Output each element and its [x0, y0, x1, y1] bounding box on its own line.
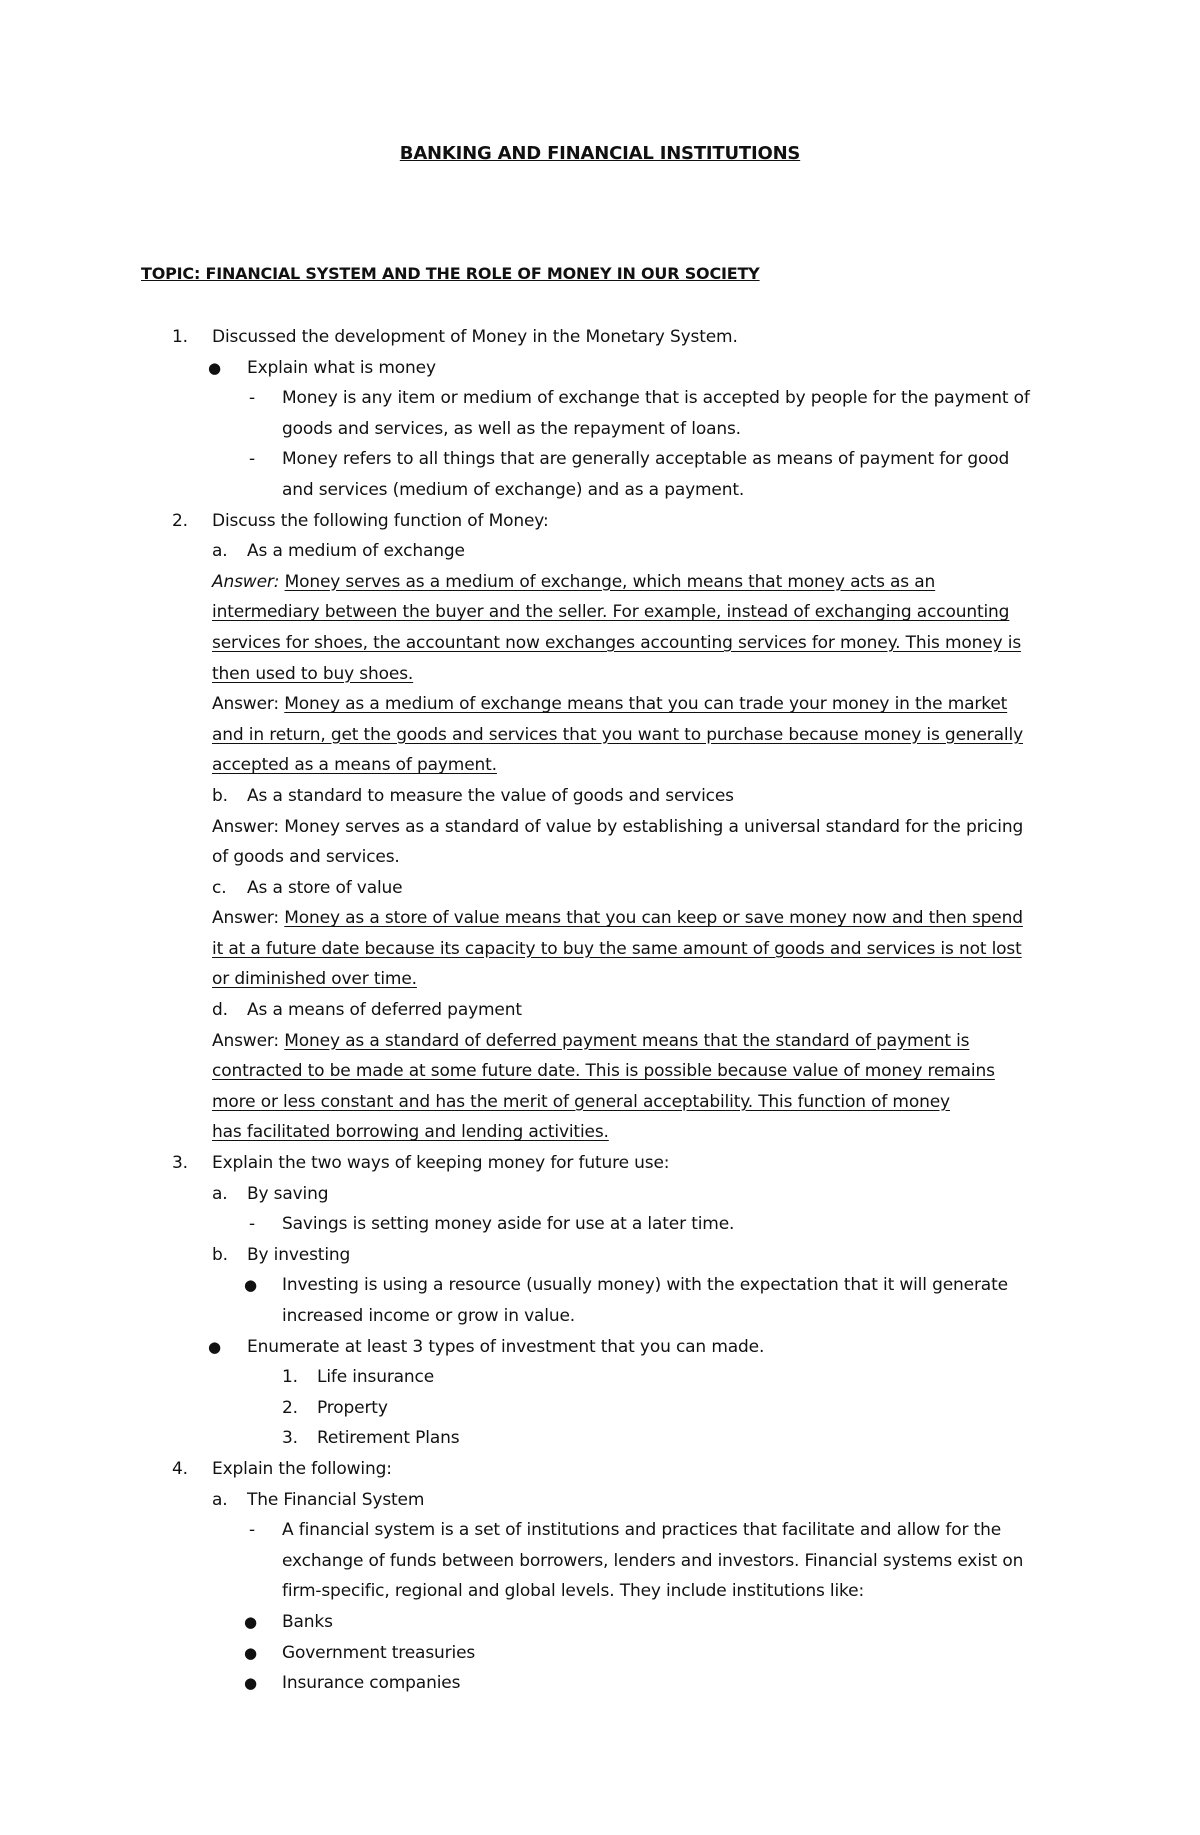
dash-marker: - [249, 1214, 255, 1235]
sub-item-text: The Financial System [247, 1489, 425, 1510]
answer-label: Answer: [212, 694, 279, 715]
sub-item-text: As a store of value [247, 877, 403, 898]
answer-text: Answer: Money serves as a standard of value by establishing a universal standard for the pricing [212, 816, 1024, 837]
answer-text: contracted to be made at some future date. This is possible because value of money remains [212, 1061, 995, 1082]
numbered-item [0, 1362, 1200, 1393]
answer-text: it at a future date because its capacity to buy the same amount of goods and services is not lost [212, 938, 1022, 959]
answer-line [0, 720, 1200, 751]
question-text: Discussed the development of Money in the Monetary System. [212, 327, 738, 347]
answer-line [0, 628, 1200, 659]
answer-line [0, 1117, 1200, 1148]
list-number: 4. [172, 1458, 188, 1479]
bullet-icon: ● [208, 1337, 221, 1356]
answer-line [0, 750, 1200, 781]
answer-text: of goods and services. [212, 847, 400, 868]
question-text: Explain the two ways of keeping money for future use: [212, 1153, 670, 1174]
answer-label: Answer: [212, 1030, 279, 1051]
sub-item-text: By investing [247, 1244, 351, 1265]
answer-text: Money as a store of value means that you can keep or save money now and then spend [284, 908, 1023, 929]
list-number: 1. [282, 1367, 298, 1388]
answer-text: Money serves as a medium of exchange, which means that money acts as an [284, 571, 936, 592]
answer-line [0, 1515, 1200, 1546]
sub-item-c [0, 873, 1200, 904]
list-letter: b. [212, 785, 228, 806]
answer-text: A financial system is a set of institutions and practices that facilitate and allow for the [282, 1520, 1002, 1541]
question-3 [0, 1148, 1200, 1179]
list-item-text: Retirement Plans [317, 1428, 460, 1449]
answer-line [0, 383, 1200, 414]
list-letter: d. [212, 1000, 228, 1021]
answer-text: goods and services, as well as the repayment of loans. [282, 418, 741, 439]
sub-item-text: As a medium of exchange [247, 541, 465, 562]
list-number: 2. [282, 1397, 298, 1418]
dash-marker: - [249, 1520, 255, 1541]
answer-line [0, 1209, 1200, 1240]
answer-line [0, 689, 1200, 720]
list-number: 3. [172, 1153, 188, 1174]
list-item-text: Property [317, 1397, 388, 1418]
answer-text: services for shoes, the accountant now exchanges accounting services for money. This money is [212, 632, 1022, 653]
list-letter: c. [212, 877, 227, 898]
sub-item-b [0, 1240, 1200, 1271]
answer-line [0, 964, 1200, 995]
answer-text: and services (medium of exchange) and as a payment. [282, 479, 745, 500]
answer-text: more or less constant and has the merit of general acceptability. This function of money [212, 1091, 950, 1112]
bullet-icon: ● [208, 358, 221, 377]
list-number: 3. [282, 1428, 298, 1449]
sub-item-a [0, 1485, 1200, 1516]
answer-line [0, 1087, 1200, 1118]
answer-line [0, 903, 1200, 934]
answer-label: Answer: [212, 571, 280, 592]
answer-line [0, 414, 1200, 445]
document-title: BANKING AND FINANCIAL INSTITUTIONS [399, 143, 801, 164]
sub-item-text: As a standard to measure the value of goods and services [247, 785, 734, 806]
answer-text: increased income or grow in value. [282, 1306, 576, 1326]
answer-label: Answer: [212, 908, 279, 929]
bullet-icon: ● [244, 1643, 257, 1662]
answer-line [0, 1576, 1200, 1607]
answer-line [0, 1270, 1200, 1301]
answer-text: then used to buy shoes. [212, 663, 414, 684]
sub-item-b [0, 781, 1200, 812]
answer-text: has facilitated borrowing and lending activities. [212, 1122, 609, 1143]
bullet-item [0, 1668, 1200, 1699]
bullet-icon: ● [244, 1612, 257, 1631]
answer-text: exchange of funds between borrowers, lenders and investors. Financial systems exist on [282, 1550, 1024, 1571]
answer-text: Money refers to all things that are generally acceptable as means of payment for good [282, 449, 1010, 470]
sub-item-text: As a means of deferred payment [247, 1000, 522, 1021]
answer-text: firm-specific, regional and global levels. They include institutions like: [282, 1581, 865, 1602]
answer-text: accepted as a means of payment. [212, 755, 497, 776]
document-body [0, 322, 1200, 1699]
dash-marker: - [249, 449, 255, 470]
answer-text: or diminished over time. [212, 969, 417, 990]
bullet-item [0, 1638, 1200, 1669]
bullet-item [0, 1607, 1200, 1638]
question-4 [0, 1454, 1200, 1485]
answer-text: Money as a standard of deferred payment means that the standard of payment is [284, 1030, 970, 1051]
sub-item-d [0, 995, 1200, 1026]
bullet-item [0, 353, 1200, 384]
list-number: 1. [172, 327, 188, 347]
question-2 [0, 506, 1200, 537]
numbered-item [0, 1423, 1200, 1454]
question-1 [0, 322, 1200, 353]
answer-text: and in return, get the goods and services that you want to purchase because money is generally [212, 724, 1023, 745]
answer-line [0, 567, 1200, 598]
answer-line [0, 1056, 1200, 1087]
bullet-text: Explain what is money [247, 357, 436, 378]
sub-item-a [0, 1179, 1200, 1210]
answer-line [0, 597, 1200, 628]
bullet-text: Enumerate at least 3 types of investment that you can made. [247, 1336, 765, 1357]
answer-line [0, 812, 1200, 843]
bullet-item [0, 1332, 1200, 1363]
answer-text: Money as a medium of exchange means that you can trade your money in the market [284, 694, 1008, 715]
institution-item: Banks [282, 1611, 333, 1632]
answer-text: Savings is setting money aside for use at a later time. [282, 1214, 735, 1235]
sub-item-text: By saving [247, 1183, 329, 1204]
bullet-icon: ● [244, 1276, 257, 1295]
bullet-icon: ● [244, 1674, 257, 1693]
numbered-item [0, 1393, 1200, 1424]
answer-line [0, 475, 1200, 506]
answer-line [0, 1301, 1200, 1332]
answer-text: Investing is using a resource (usually money) with the expectation that it will generate [282, 1275, 1008, 1296]
answer-line [0, 934, 1200, 965]
answer-line [0, 842, 1200, 873]
answer-text: Money is any item or medium of exchange that is accepted by people for the payment of [282, 388, 1030, 409]
institution-item: Insurance companies [282, 1673, 461, 1694]
question-text: Discuss the following function of Money: [212, 510, 549, 531]
topic-heading: TOPIC: FINANCIAL SYSTEM AND THE ROLE OF MONEY IN OUR SOCIETY [141, 264, 760, 283]
sub-item-a [0, 536, 1200, 567]
answer-line [0, 659, 1200, 690]
dash-marker: - [249, 388, 255, 409]
institution-item: Government treasuries [282, 1642, 476, 1663]
answer-line [0, 444, 1200, 475]
list-number: 2. [172, 510, 188, 531]
list-letter: b. [212, 1244, 228, 1265]
answer-line [0, 1546, 1200, 1577]
list-letter: a. [212, 1489, 228, 1510]
list-item-text: Life insurance [317, 1367, 435, 1388]
question-text: Explain the following: [212, 1458, 392, 1479]
list-letter: a. [212, 541, 228, 562]
answer-text: intermediary between the buyer and the seller. For example, instead of exchanging accounting [212, 602, 1010, 623]
list-letter: a. [212, 1183, 228, 1204]
answer-line [0, 1026, 1200, 1057]
